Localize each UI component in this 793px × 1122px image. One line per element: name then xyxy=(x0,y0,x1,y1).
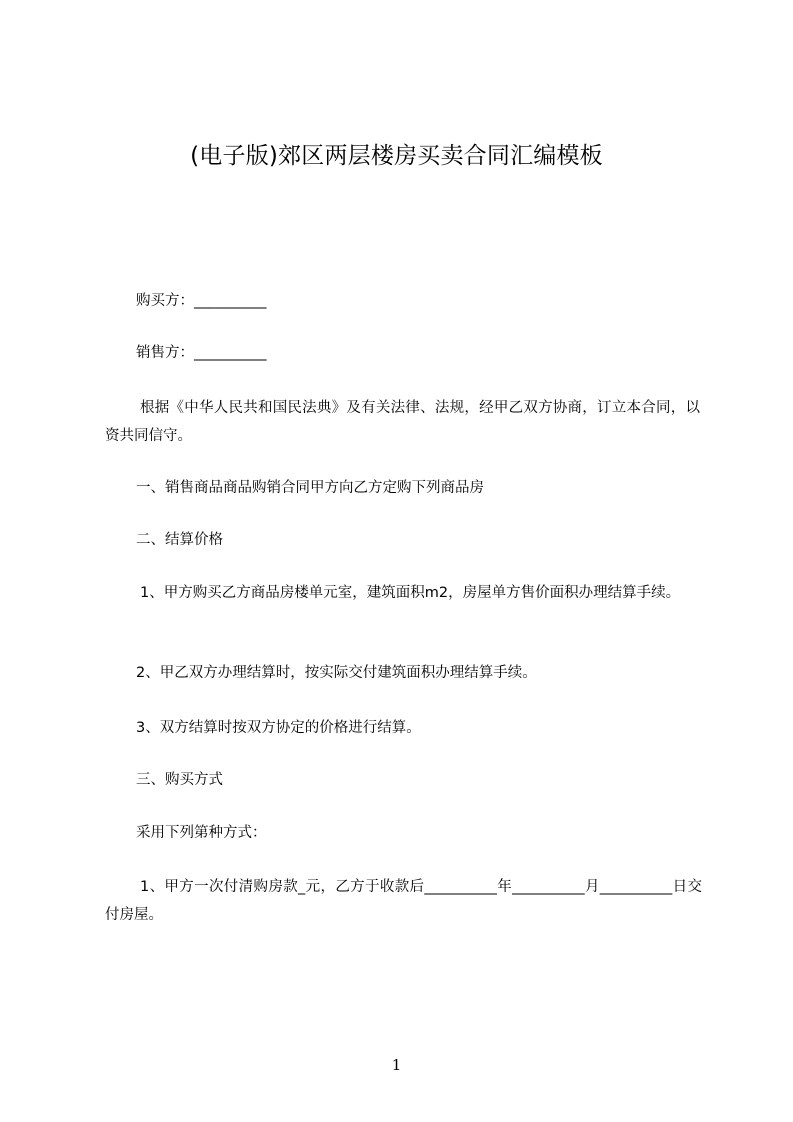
buyer-line: 购买方：__________ xyxy=(136,293,267,309)
section-3-item-1: 1、甲方一次付清购房款_元，乙方于收款后__________年__________月__________日交付房屋。 xyxy=(105,879,702,923)
section-3-heading: 三、购买方式 xyxy=(136,772,223,788)
page-number: 1 xyxy=(391,1056,402,1074)
payment-method-intro: 采用下列第种方式： xyxy=(136,825,267,841)
document-title: (电子版)郊区两层楼房买卖合同汇编模板 xyxy=(190,143,603,169)
seller-line: 销售方：__________ xyxy=(136,345,267,361)
section-2-item-1: 1、甲方购买乙方商品房楼单元室，建筑面积m2，房屋单方售价面积办理结算手续。 xyxy=(140,585,681,601)
section-1-heading: 一、销售商品商品购销合同甲方向乙方定购下列商品房 xyxy=(136,480,484,496)
section-2-heading: 二、结算价格 xyxy=(136,532,223,548)
section-2-item-2: 2、甲乙双方办理结算时，按实际交付建筑面积办理结算手续。 xyxy=(136,665,537,681)
preamble-paragraph: 根据《中华人民共和国民法典》及有关法律、法规，经甲乙双方协商，订立本合同，以资共同信守。 xyxy=(105,400,700,444)
section-2-item-3: 3、双方结算时按双方协定的价格进行结算。 xyxy=(136,720,421,736)
